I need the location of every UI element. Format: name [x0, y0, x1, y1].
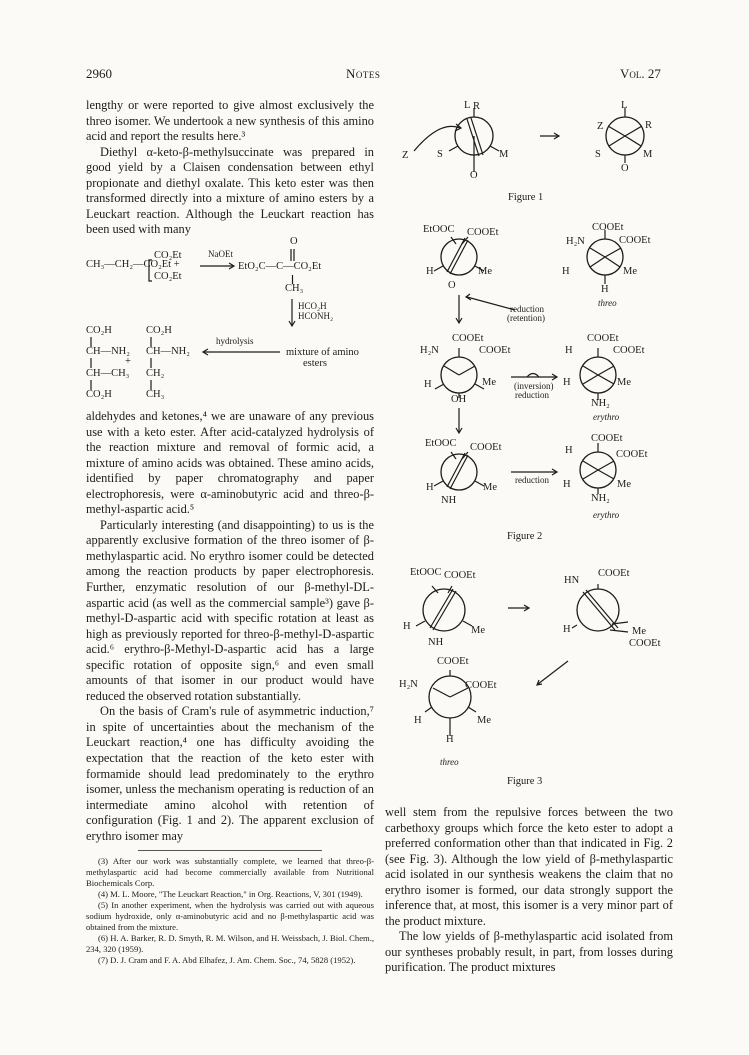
fig2-b-cooet: COOEt — [592, 222, 624, 233]
fig1-l1: L — [464, 100, 471, 111]
fig3-b-h: H — [563, 624, 571, 635]
acid2-2: CH—NH₂ — [146, 346, 190, 357]
fig1-s2: S — [595, 149, 601, 160]
fig2-e-h: H — [426, 482, 434, 493]
paragraph-3: aldehydes and ketones,⁴ we are unaware of any previous use with a keto ester. After acid-catalyzed hydrolysis of the reaction mixture and removal of formic acid, a mixture of amino acids was obtained. These amino acids, identified by paper chromatography and paper electrophoresis, were α-aminobutyric acid and threo-β-methyl-aspartic acid.⁵ — [86, 409, 374, 517]
fig2-d-nh2: NH₂ — [591, 398, 610, 409]
right-paragraph-1: well stem from the repulsive forces between the two carbethoxy groups which force the keto ester to adopt a preferred conformation other than that indicated in Fig. 2 (see Fig. 3). Although the low yield of β-methylaspartic acid isolated in our synthesis weakens the claim that no erythro isomer is formed, our data strongly support the inference that, at most, this isomer is a very minor part of the product mixture. — [385, 805, 673, 928]
fig3-a-etooc: EtOOC — [410, 567, 442, 578]
fig3-c-cooet: COOEt — [437, 656, 469, 667]
fig2-a-etooc: EtOOC — [423, 224, 455, 235]
fig3-a-h: H — [403, 621, 411, 632]
fig2-threo: threo — [598, 298, 617, 308]
footnote-5: (5) In another experiment, when the hydrolysis was carried out with aqueous sodium hydroxide, only α-aminobutyric acid and no β-methylaspartic acid was obtained from the mixture. — [86, 900, 374, 932]
fig1-r2: R — [645, 120, 653, 131]
page-number: 2960 — [86, 66, 112, 81]
fig2-b-h2n: H₂N — [566, 236, 585, 247]
fig2-inversion-2: reduction — [515, 390, 549, 400]
fig3-a-cooet: COOEt — [444, 570, 476, 581]
fig2-c-oh: OH — [451, 394, 467, 405]
fig2-e-etooc: EtOOC — [425, 438, 457, 449]
mixture-2: esters — [303, 358, 327, 369]
fig2-f-h2: H — [563, 479, 571, 490]
fig2-erythro-2: erythro — [593, 510, 620, 520]
fig2-c-cooet: COOEt — [452, 333, 484, 344]
acid1-4: CO₂H — [86, 389, 112, 400]
running-header: Notes — [346, 66, 381, 81]
fig2-e-me: Me — [483, 482, 497, 493]
fig1-l2: L — [621, 100, 628, 111]
fig3-a-nh: NH — [428, 637, 444, 648]
fig2-b-h2: H — [601, 284, 609, 295]
fig3-a-me: Me — [471, 625, 485, 636]
fig2-b-me: Me — [623, 266, 637, 277]
fig1-r1: R — [473, 101, 481, 112]
right-column-text — [385, 805, 673, 976]
fig3-b-hn: HN — [564, 575, 580, 586]
fig2-f-me: Me — [617, 479, 631, 490]
paragraph-5: On the basis of Cram's rule of asymmetric induction,⁷ in spite of uncertainties about the mechanism of the Leuckart reaction,⁴ one has difficulty avoiding the expectation that the reaction of the keto ester with formamide should lead predominately to the erythro isomer, unless the mechanism operating is reduction of an intermediate amino alcohol with retention of configuration (Fig. 1 and 2). The apparent exclusion of erythro isomer may — [86, 704, 374, 843]
acid1-2: CH—NH₂ — [86, 346, 130, 357]
footnote-7: (7) D. J. Cram and F. A. Abd Elhafez, J. Am. Chem. Soc., 74, 5828 (1952). — [98, 955, 356, 965]
fig2-f-cooet2: COOEt — [616, 449, 648, 460]
reagent: NaOEt — [208, 249, 233, 259]
fig1-s1: S — [437, 149, 443, 160]
fig1-o2: O — [621, 163, 629, 174]
fig3-b-cooet2: COOEt — [629, 638, 661, 649]
fig2-reduction-2: reduction — [515, 475, 549, 485]
fig2-f-h: H — [565, 445, 573, 456]
fig2-b-cooet2: COOEt — [619, 235, 651, 246]
fig2-d-cooet: COOEt — [587, 333, 619, 344]
fig3-c-h2: H — [446, 734, 454, 745]
acid2-3: CH₂ — [146, 368, 165, 379]
fig2-d-h: H — [565, 345, 573, 356]
fig2-a-me: Me — [478, 266, 492, 277]
fig2-erythro-1: erythro — [593, 412, 620, 422]
fig2-d-cooet2: COOEt — [613, 345, 645, 356]
mixture-1: mixture of amino — [286, 347, 359, 358]
fig2-d-h2: H — [563, 377, 571, 388]
acid2-4: CH₃ — [146, 389, 165, 400]
footnote-4: (4) M. L. Moore, "The Leuckart Reaction," in Org. Reactions, V, 301 (1949). — [98, 889, 363, 899]
reactant: CH₃—CH₂—CO₂Et + — [86, 259, 180, 270]
oxalate-top: CO₂Et — [154, 250, 182, 261]
paragraph-4: Particularly interesting (and disappointing) to us is the apparently exclusive formation of the threo isomer of β-methylaspartic acid. No erythro isomer could be detected among the reaction products by paper electrophoresis. Further, enzymatic resolution of our β-methyl-DL-aspartic acid (as well as the commercial sample³) gave β-methyl-D-aspartic acid with specific rotation at least as high as previously reported for threo-β-methyl-D-aspartic acid.⁶ erythro-β-Methyl-D-aspartic acid has a large specific rotation of opposite sign,⁶ and even small amounts of that isomer in our product would have reduced the observed rotation substantially. — [86, 517, 374, 703]
fig2-c-me: Me — [482, 377, 496, 388]
fig1-m1: M — [499, 149, 509, 160]
fig2-c-cooet2: COOEt — [479, 345, 511, 356]
oxalate-bottom: CO₂Et — [154, 271, 182, 282]
fig3-c-me: Me — [477, 715, 491, 726]
hydrolysis: hydrolysis — [216, 336, 254, 346]
keto-o: O — [290, 236, 298, 247]
fig3-b-cooet: COOEt — [598, 568, 630, 579]
fig1-z2: Z — [597, 121, 604, 132]
fig1-m2: M — [643, 149, 653, 160]
paragraph-2: Diethyl α-keto-β-methylsuccinate was prepared in good yield by a Claisen condensation between ethyl propionate and diethyl oxalate. This keto ester was then transformed directly into a mixture of amino esters by a Leuckart reaction. Although the Leuckart reaction has been used with many — [86, 144, 374, 237]
fig3-c-cooet2: COOEt — [465, 680, 497, 691]
plus: + — [125, 356, 131, 367]
fig2-red1-2: (retention) — [507, 313, 545, 323]
figure-1-caption: Figure 1 — [508, 192, 544, 203]
fig2-a-cooet: COOEt — [467, 227, 499, 238]
fig2-d-me: Me — [617, 377, 631, 388]
fig1-o1: O — [470, 170, 478, 181]
fig2-c-h2n: H₂N — [420, 345, 439, 356]
fig2-e-nh: NH — [441, 495, 457, 506]
volume: Vol. 27 — [620, 66, 661, 81]
fig2-a-h: H — [426, 266, 434, 277]
fig2-red1-1: reduction — [510, 304, 544, 314]
fig2-inversion-1: (inversion) — [514, 381, 554, 391]
fig3-c-h: H — [414, 715, 422, 726]
fig2-c-h: H — [424, 379, 432, 390]
leuckart-reagent-1: HCO₂H — [298, 301, 327, 311]
fig2-e-cooet: COOEt — [470, 442, 502, 453]
keto-ch3: CH₃ — [285, 283, 304, 294]
keto-ester: EtO₂C—C—CO₂Et — [238, 261, 322, 272]
right-paragraph-2: The low yields of β-methylaspartic acid isolated from our syntheses probably result, in part, from losses during purification. The product mixtures — [385, 929, 673, 975]
acid2-1: CO₂H — [146, 325, 172, 336]
footnote-6: (6) H. A. Barker, R. D. Smyth, R. M. Wilson, and H. Weissbach, J. Biol. Chem., 234, 320 (1959). — [86, 933, 374, 954]
fig2-f-cooet: COOEt — [591, 433, 623, 444]
fig2-f-nh2: NH₂ — [591, 493, 610, 504]
paragraph-1: lengthy or were reported to give almost exclusively the threo isomer. We undertook a new synthesis of this amino acid and report the results here.³ — [86, 98, 374, 144]
fig1-z1: Z — [402, 150, 409, 161]
footnote-3: (3) After our work was substantially complete, we learned that threo-β-methylaspartic acid had become commercially available from Nutritional Biochemicals Corp. — [86, 856, 374, 888]
fig3-b-me: Me — [632, 626, 646, 637]
fig2-a-o: O — [448, 280, 456, 291]
acid1-1: CO₂H — [86, 325, 112, 336]
fig3-threo: threo — [440, 757, 459, 767]
fig2-b-h: H — [562, 266, 570, 277]
figure-3-caption: Figure 3 — [507, 776, 543, 787]
leuckart-reagent-2: HCONH₂ — [298, 311, 334, 321]
fig3-c-h2n: H₂N — [399, 679, 418, 690]
acid1-3: CH—CH₃ — [86, 368, 130, 379]
figure-2-caption: Figure 2 — [507, 531, 543, 542]
